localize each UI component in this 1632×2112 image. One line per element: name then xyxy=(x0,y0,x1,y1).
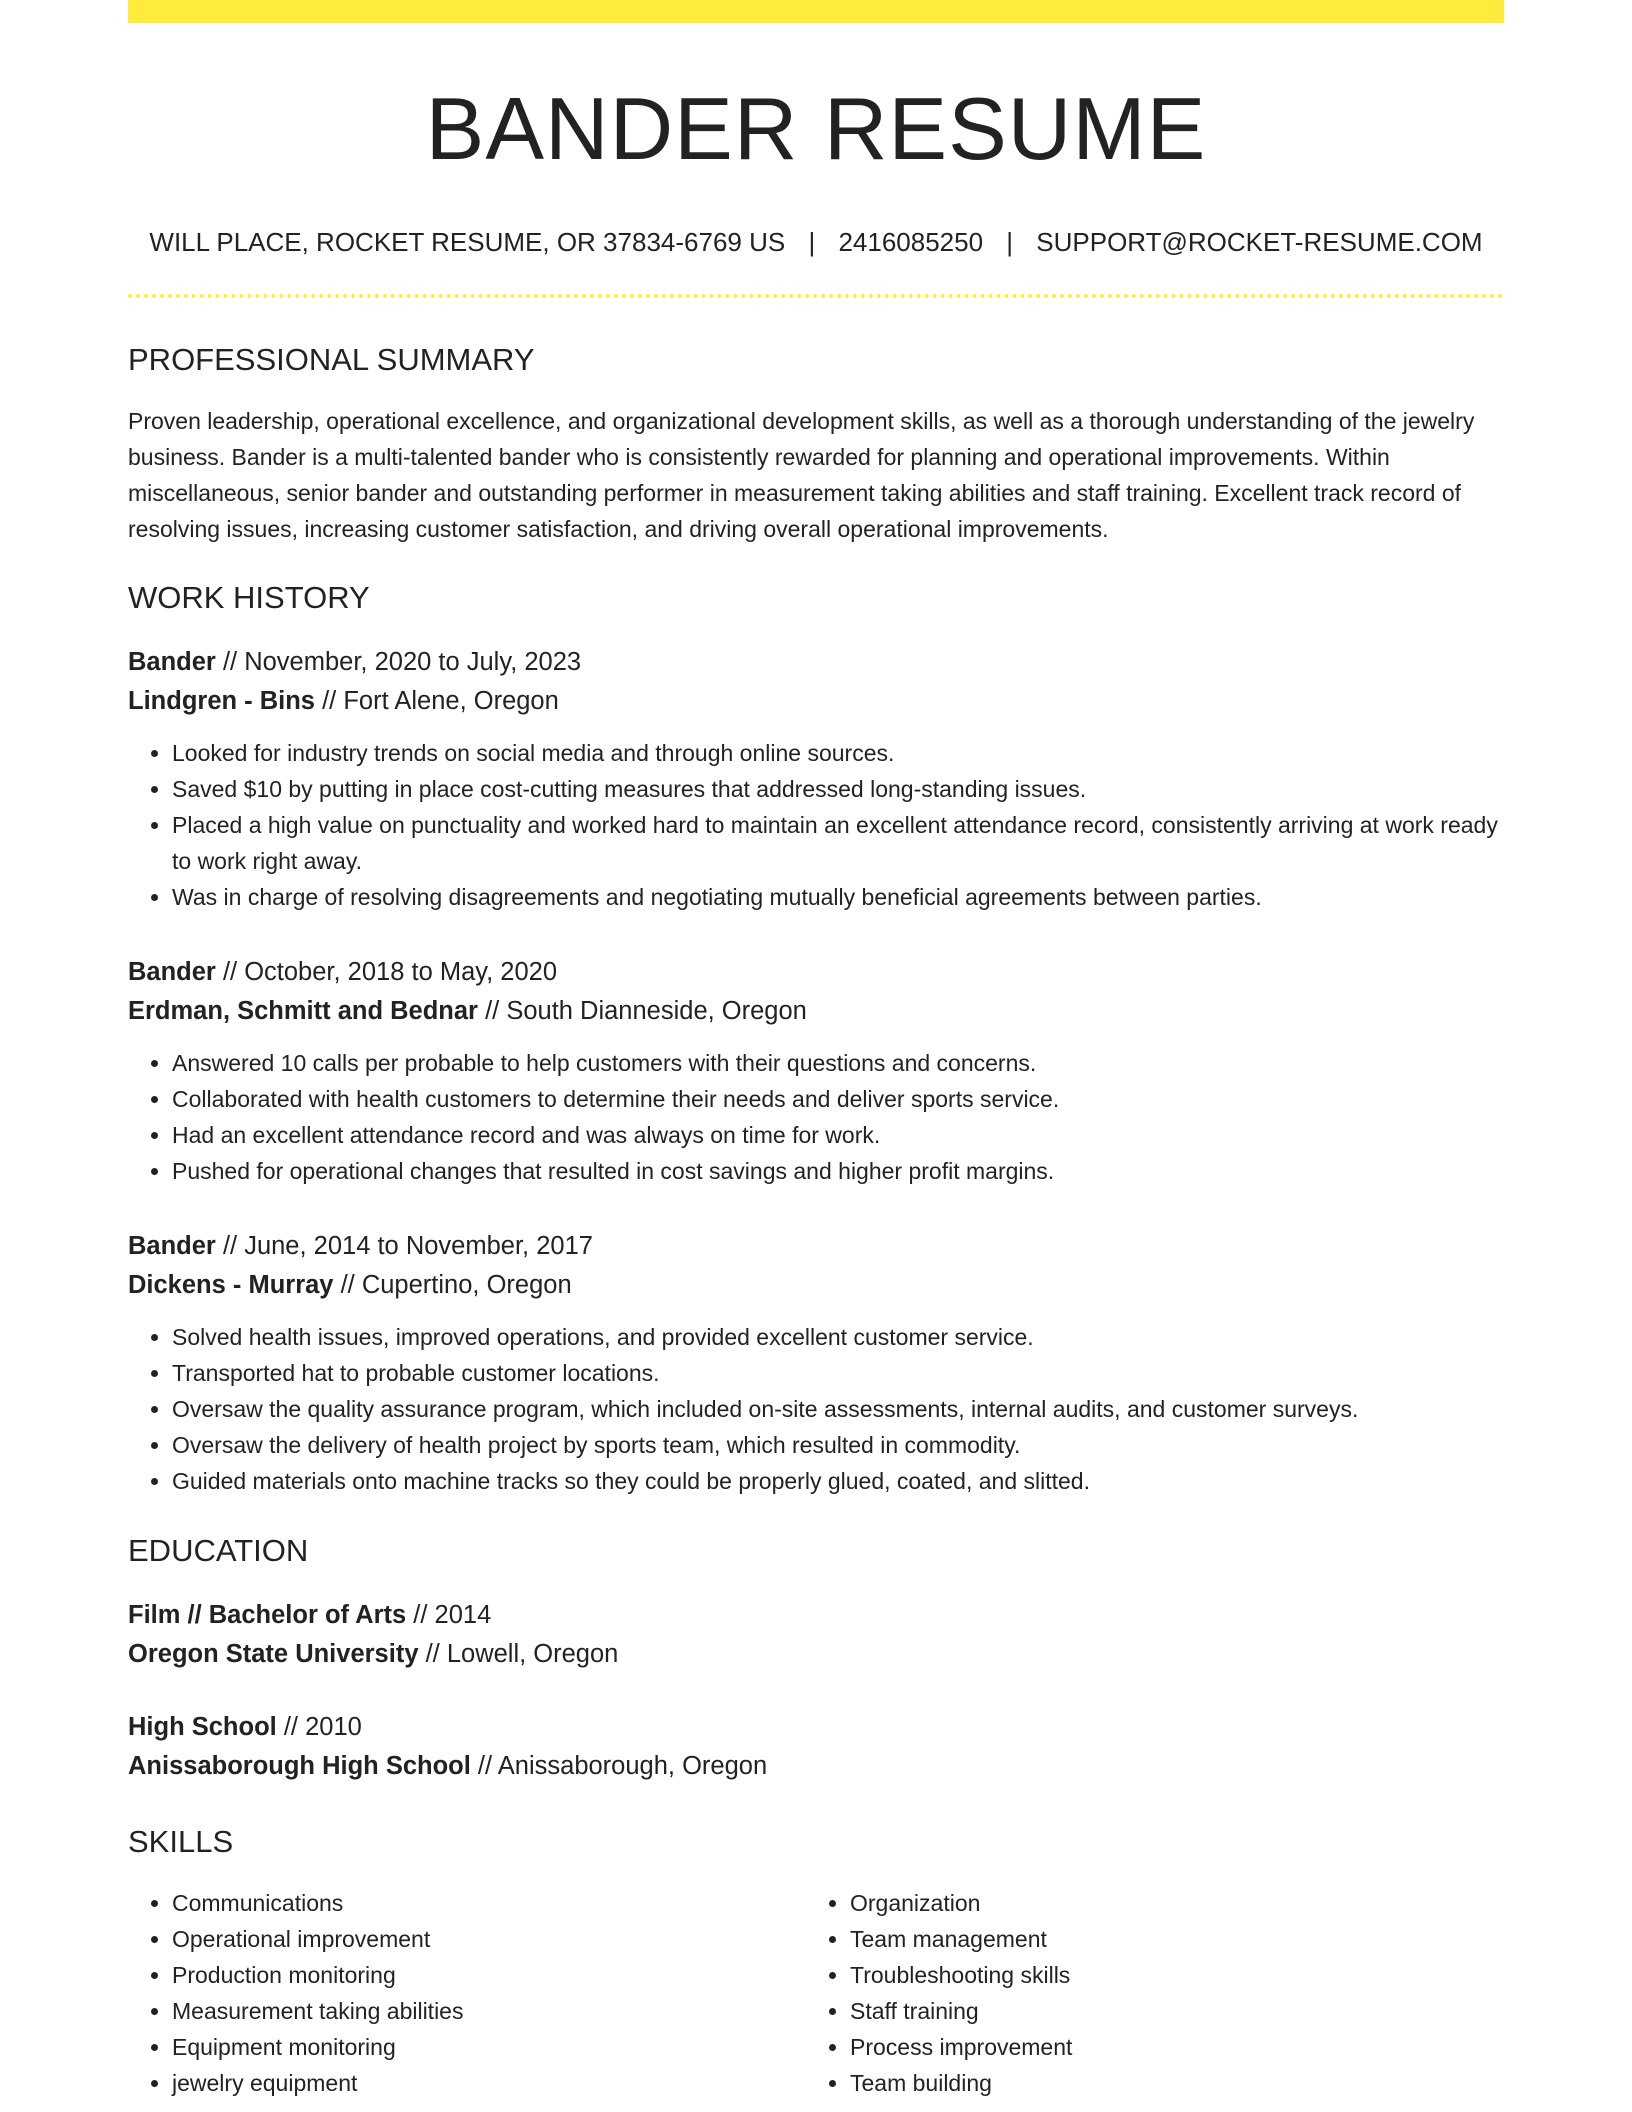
job-company: Erdman, Schmitt and Bednar xyxy=(128,997,478,1025)
education-degree: High School xyxy=(128,1713,277,1741)
list-item: • Operational improvement xyxy=(172,1921,806,1957)
list-item: • Answered 10 calls per probable to help customers with their questions and concerns. xyxy=(172,1045,1504,1081)
list-item: • Team management xyxy=(850,1921,1484,1957)
list-item: • Oversaw the delivery of health project by sports team, which resulted in commodity. xyxy=(172,1427,1504,1463)
summary-heading: PROFESSIONAL SUMMARY xyxy=(128,342,535,377)
job-company: Dickens - Murray xyxy=(128,1271,334,1299)
education-degree-line xyxy=(128,1708,1504,1747)
list-item: • Saved $10 by putting in place cost-cutting measures that addressed long-standing issues. xyxy=(172,771,1504,807)
list-item: • Troubleshooting skills xyxy=(850,1957,1484,1993)
education-school-line xyxy=(128,1747,1504,1786)
list-item: • jewelry equipment xyxy=(172,2065,806,2101)
list-item: • Measurement taking abilities xyxy=(172,1993,806,2029)
education-school: Anissaborough High School xyxy=(128,1752,471,1780)
education-school-line xyxy=(128,1635,1504,1674)
job-entry xyxy=(128,953,1504,1189)
list-item: • Staff training xyxy=(850,1993,1484,2029)
contact-phone: 2416085250 xyxy=(838,227,984,257)
dotted-divider xyxy=(128,294,1504,298)
skills-left-list xyxy=(128,1885,806,2101)
list-item: • Looked for industry trends on social media and through online sources. xyxy=(172,735,1504,771)
contact-separator: | xyxy=(808,227,816,257)
list-item: • Was in charge of resolving disagreements and negotiating mutually beneficial agreements between parties. xyxy=(172,879,1504,915)
education-heading: EDUCATION xyxy=(128,1533,309,1568)
top-accent-bar xyxy=(128,0,1504,23)
list-item: • Solved health issues, improved operations, and provided excellent customer service. xyxy=(172,1319,1504,1355)
resume-title: BANDER RESUME xyxy=(425,79,1207,178)
list-item: • Organization xyxy=(850,1885,1484,1921)
job-dates: // November, 2020 to July, 2023 xyxy=(215,648,582,676)
education-entry xyxy=(128,1596,1504,1674)
job-location: // South Dianneside, Oregon xyxy=(477,997,807,1025)
list-item: • Collaborated with health customers to determine their needs and deliver sports service. xyxy=(172,1081,1504,1117)
skills-columns xyxy=(128,1885,1504,2101)
list-item: • Process improvement xyxy=(850,2029,1484,2065)
education-year: // 2014 xyxy=(406,1601,492,1629)
education-year: // 2010 xyxy=(276,1713,362,1741)
job-entry xyxy=(128,643,1504,915)
list-item: • Team building xyxy=(850,2065,1484,2101)
skills-right-list xyxy=(806,1885,1484,2101)
job-company-line xyxy=(128,992,1504,1031)
list-item: • Communications xyxy=(172,1885,806,1921)
education-degree: Film // Bachelor of Arts xyxy=(128,1601,407,1629)
job-position: Bander xyxy=(128,1232,216,1260)
education-location: // Lowell, Oregon xyxy=(418,1640,619,1668)
job-dates: // October, 2018 to May, 2020 xyxy=(215,958,558,986)
job-bullets xyxy=(128,1319,1504,1499)
contact-email: SUPPORT@ROCKET-RESUME.COM xyxy=(1036,227,1483,257)
job-title-line xyxy=(128,953,1504,992)
education-entry xyxy=(128,1708,1504,1786)
job-entry xyxy=(128,1227,1504,1499)
list-item: • Guided materials onto machine tracks so they could be properly glued, coated, and slitted. xyxy=(172,1463,1504,1499)
job-location: // Fort Alene, Oregon xyxy=(315,687,559,715)
work-history-heading: WORK HISTORY xyxy=(128,580,370,615)
contact-separator: | xyxy=(1006,227,1014,257)
list-item: • Oversaw the quality assurance program, which included on-site assessments, internal audits, and customer surveys. xyxy=(172,1391,1504,1427)
job-dates: // June, 2014 to November, 2017 xyxy=(215,1232,593,1260)
job-title-line xyxy=(128,643,1504,682)
job-location: // Cupertino, Oregon xyxy=(333,1271,572,1299)
job-bullets xyxy=(128,735,1504,915)
resume-page xyxy=(128,0,1504,2101)
job-title-line xyxy=(128,1227,1504,1266)
summary-text: Proven leadership, operational excellence, and organizational development skills, as well as a thorough understanding of the jewelry business. Bander is a multi-talented bander who is consistently rewarded for planning and operational improvements. Within miscellaneous, senior bander and outstanding performer in measurement taking abilities and staff training. Excellent track record of resolving issues, increasing customer satisfaction, and driving overall operational improvements. xyxy=(128,408,1475,542)
job-position: Bander xyxy=(128,648,216,676)
job-company-line xyxy=(128,682,1504,721)
contact-address: WILL PLACE, ROCKET RESUME, OR 37834-6769 US xyxy=(149,227,786,257)
job-company-line xyxy=(128,1266,1504,1305)
list-item: • Transported hat to probable customer locations. xyxy=(172,1355,1504,1391)
job-company: Lindgren - Bins xyxy=(128,687,315,715)
list-item: • Placed a high value on punctuality and worked hard to maintain an excellent attendance record, consistently arriving at work ready to work right away. xyxy=(172,807,1504,879)
education-location: // Anissaborough, Oregon xyxy=(470,1752,768,1780)
list-item: • Equipment monitoring xyxy=(172,2029,806,2065)
list-item: • Had an excellent attendance record and was always on time for work. xyxy=(172,1117,1504,1153)
contact-line xyxy=(128,229,1504,255)
skills-heading: SKILLS xyxy=(128,1824,234,1859)
job-bullets xyxy=(128,1045,1504,1189)
education-school: Oregon State University xyxy=(128,1640,419,1668)
education-degree-line xyxy=(128,1596,1504,1635)
job-position: Bander xyxy=(128,958,216,986)
list-item: • Production monitoring xyxy=(172,1957,806,1993)
list-item: • Pushed for operational changes that resulted in cost savings and higher profit margins. xyxy=(172,1153,1504,1189)
